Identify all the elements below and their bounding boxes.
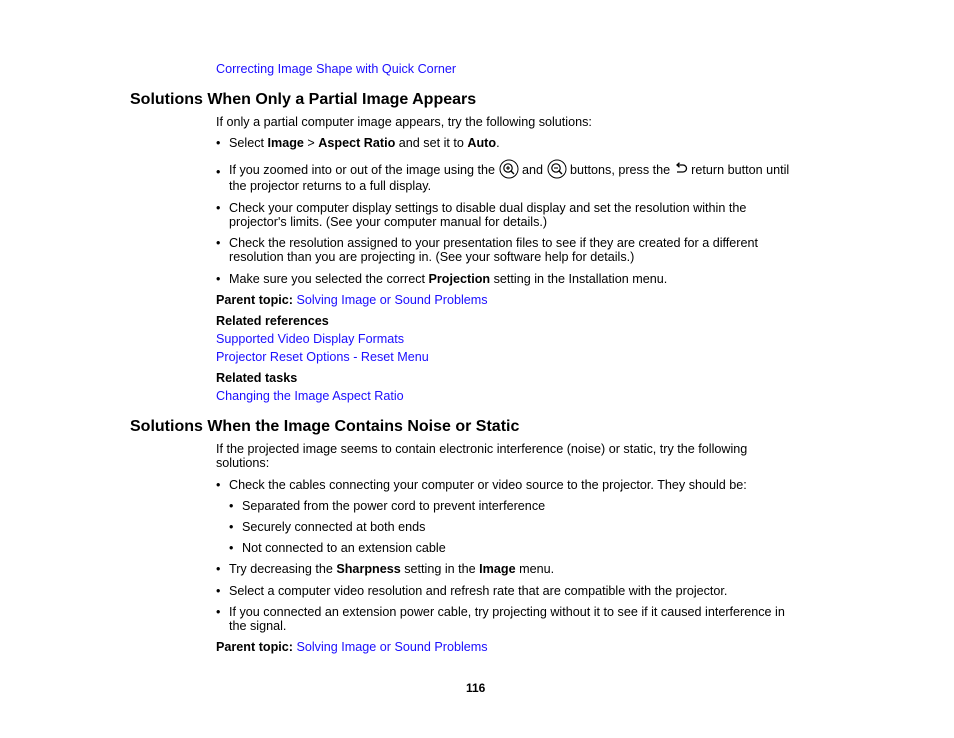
section2-heading: Solutions When the Image Contains Noise or Static <box>130 418 520 435</box>
section2-bullet4-line2: the signal. <box>229 619 287 633</box>
section2-subbullet1: Separated from the power cord to prevent interference <box>242 499 546 513</box>
section1-bullet4-line1: Check the resolution assigned to your presentation files to see if they are created for a different <box>229 236 759 250</box>
quick-corner-link[interactable]: Correcting Image Shape with Quick Corner <box>216 62 457 76</box>
bullet: • <box>229 499 234 513</box>
page-number: 116 <box>466 681 486 695</box>
parent-topic-link[interactable]: Solving Image or Sound Problems <box>296 293 488 307</box>
bullet: • <box>216 562 221 576</box>
bullet: • <box>216 165 221 179</box>
section1-bullet5: Make sure you selected the correct Projection setting in the Installation menu. <box>229 272 668 286</box>
section2-subbullet2: Securely connected at both ends <box>242 520 426 534</box>
section2-bullet4-line1: If you connected an extension power cable, try projecting without it to see if it caused interference in <box>229 605 785 619</box>
section1-bullet1: Select Image > Aspect Ratio and set it to Auto. <box>229 136 500 150</box>
section1-bullet4-line2: resolution than you are projecting in. (See your software help for details.) <box>229 250 635 264</box>
supported-formats-link[interactable]: Supported Video Display Formats <box>216 332 405 346</box>
section1-bullet3-line1: Check your computer display settings to disable dual display and set the resolution within the <box>229 201 747 215</box>
section2-intro-line2: solutions: <box>216 456 270 470</box>
bullet: • <box>229 520 234 534</box>
reset-options-link[interactable]: Projector Reset Options - Reset Menu <box>216 350 429 364</box>
bullet: • <box>216 201 221 215</box>
bullet: • <box>216 236 221 250</box>
parent-topic-link[interactable]: Solving Image or Sound Problems <box>296 640 488 654</box>
related-references-heading: Related references <box>216 314 329 328</box>
bullet: • <box>216 136 221 150</box>
bullet: • <box>216 584 221 598</box>
section2-intro-line1: If the projected image seems to contain electronic interference (noise) or static, try the following <box>216 442 748 456</box>
section2-bullet2: Try decreasing the Sharpness setting in the Image menu. <box>229 562 555 576</box>
section1-bullet2: If you zoomed into or out of the image using the and buttons, press the return button until <box>229 159 789 181</box>
zoom-in-icon <box>499 159 519 179</box>
section2-bullet1: Check the cables connecting your computer or video source to the projector. They should be: <box>229 478 747 492</box>
section2-parent-topic <box>216 640 488 655</box>
section1-heading: Solutions When Only a Partial Image Appears <box>130 91 477 108</box>
parent-topic-label: Parent topic: <box>216 640 293 654</box>
zoom-out-icon <box>547 159 567 179</box>
section1-bullet2-line2: the projector returns to a full display. <box>229 179 432 193</box>
related-tasks-heading: Related tasks <box>216 371 298 385</box>
bullet: • <box>216 478 221 492</box>
parent-topic-label: Parent topic: <box>216 293 293 307</box>
bullet: • <box>216 605 221 619</box>
section2-subbullet3: Not connected to an extension cable <box>242 541 446 555</box>
section1-bullet3-line2: projector's limits. (See your computer manual for details.) <box>229 215 548 229</box>
section1-intro: If only a partial computer image appears, try the following solutions: <box>216 115 592 129</box>
section1-parent-topic <box>216 293 488 308</box>
section2-bullet3: Select a computer video resolution and refresh rate that are compatible with the projector. <box>229 584 728 598</box>
return-icon <box>674 162 688 176</box>
bullet: • <box>216 272 221 286</box>
bullet: • <box>229 541 234 555</box>
aspect-ratio-link[interactable]: Changing the Image Aspect Ratio <box>216 389 404 403</box>
